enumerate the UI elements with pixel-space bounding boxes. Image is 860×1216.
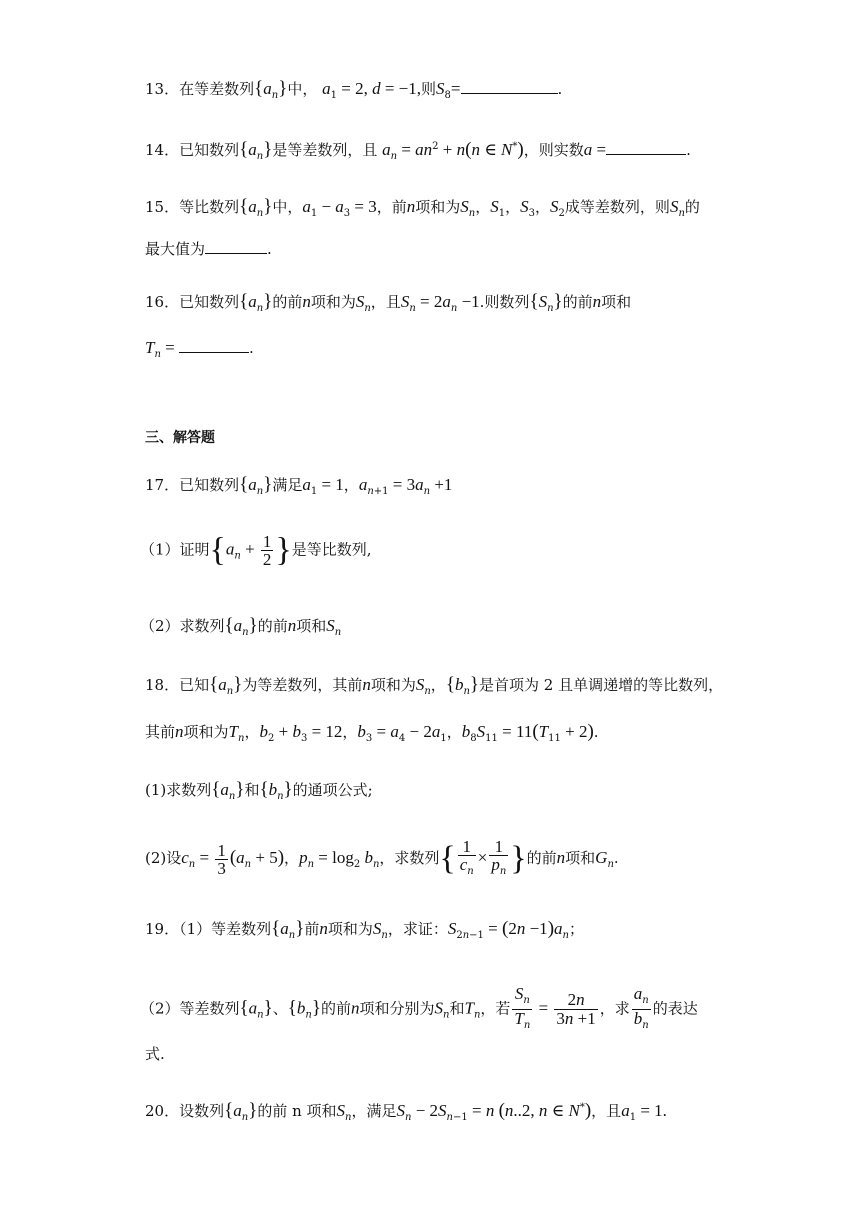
fraction: $\frac{1}{3}$: [217, 840, 226, 878]
question-18-part2: (2)设$c_n$ = $\frac{1}{3}$ $(a_n + 5)$，$p_n = \log_2 b_n$，求数列{ $\frac{1}{c_n}$ × $\frac{1}{p_n}$ }的前n项和$G_n$.: [145, 838, 619, 880]
fraction: $\frac{S_n}{T_n}$: [514, 984, 531, 1031]
question-15: 15．等比数列$\{a_n\}$中，$a_1 - a_3 = 3$，前n项和为$S_n$，$S_1$，$S_3$，$S_2$成等差数列，则$S_n$的: [145, 196, 700, 219]
question-15-cont: 最大值为 .: [145, 240, 272, 258]
question-17-part2: （2）求数列$\{a_n\}$的前n项和$S_n$: [140, 615, 342, 638]
answer-blank-14[interactable]: [606, 140, 686, 155]
answer-blank-13[interactable]: [461, 79, 558, 94]
question-19: 19．（1）等差数列$\{a_n\}$前n项和为$S_n$，求证：$S_{2n-1} = (2n -1)a_n$；: [145, 918, 584, 941]
question-17-part1: （1）证明{$a_n$ + $\frac{1}{2}$ }是等比数列,: [140, 531, 372, 569]
fraction: $\frac{1}{2}$: [262, 532, 272, 569]
question-18-part1: (1)求数列$\{a_n\}$和$\{b_n\}$的通项公式;: [145, 779, 373, 802]
fraction: $\frac{1}{p_n}$: [491, 837, 507, 877]
answer-blank-15[interactable]: [205, 239, 267, 254]
section-heading: 三、解答题: [145, 430, 215, 446]
fraction: $\frac{a_n}{b_n}$: [633, 984, 649, 1031]
question-18: 18．已知$\{a_n\}$为等差数列，其前n项和为$S_n$，$\{b_n\}$是首项为 2 且单调递增的等比数列，: [145, 674, 724, 697]
question-17: 17．已知数列$\{a_n\}$满足$a_1 = 1$，$a_{n+1} = 3a_n +1$: [145, 474, 453, 497]
question-19-part2: （2）等差数列$\{a_n\}$、$\{b_n\}$的前n项和分别为$S_n$和$T_n$，若 $\frac{S_n}{T_n}$ = $\frac{2n}{3n +1}$ ，求 $\frac{a_n}{b_n}$ 的表达: [140, 985, 698, 1034]
question-20: 20．设数列$\{a_n\}$的前 n 项和$S_n$，满足$S_n - 2S_{n-1} = n$ (n..2, n ∈ N*)，且$a_1 = 1$.: [145, 1100, 667, 1123]
question-18-cont: 其前n项和为$T_n$，$b_2 + b_3 = 12$，$b_3 = a_4 - 2a_1$，$b_8S_{11} = 11(T_{11} + 2)$.: [145, 721, 599, 744]
fraction: $\frac{1}{c_n}$: [459, 837, 474, 877]
fraction: $\frac{2n}{3n +1}$: [556, 990, 596, 1028]
question-14: 14．已知数列$\{a_n\}$是等差数列，且 $a_n = an^2 + n(n$ ∈ N*)，则实数a = .: [145, 139, 691, 162]
question-13: 13．在等差数列$\{a_n\}$中， $a_1 = 2$, d = −1,则$S_8=$ .: [145, 78, 563, 101]
question-19-cont: 式.: [145, 1045, 165, 1063]
question-16: 16．已知数列$\{a_n\}$的前n项和为$S_n$，且$S_n = 2a_n -1$.则数列$\{S_n\}$的前n项和: [145, 291, 632, 314]
question-16-cont: $T_n$ = .: [145, 338, 254, 360]
answer-blank-16[interactable]: [179, 338, 249, 353]
